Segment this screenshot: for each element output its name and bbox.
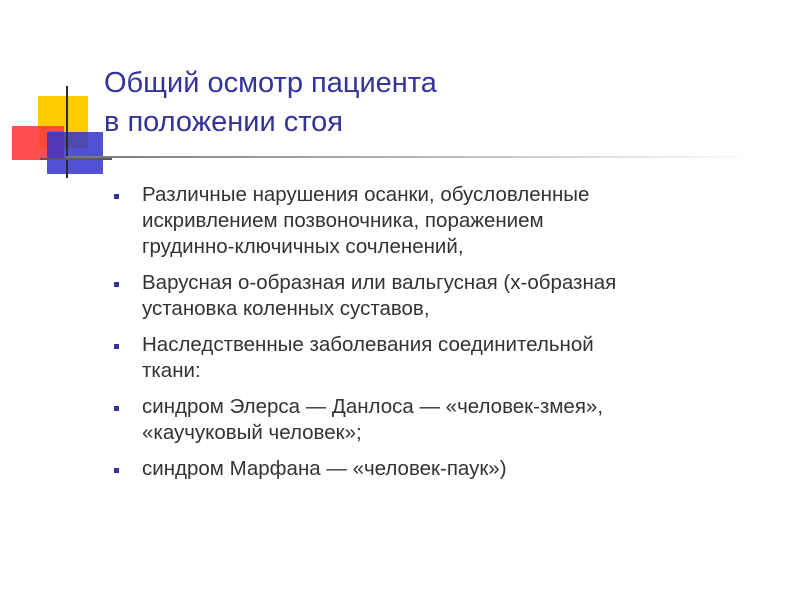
bullet-marker-icon xyxy=(114,282,119,287)
bullet-line: синдром Элерса — Данлоса — «человек-змея», xyxy=(142,395,604,418)
decorative-vertical-line xyxy=(66,86,68,178)
bullet-marker-icon xyxy=(114,194,119,199)
bullet-item-posture-disorders xyxy=(114,182,784,260)
decorative-horizontal-line xyxy=(40,158,112,160)
bullet-line: грудинно-ключичных сочленений, xyxy=(142,235,464,258)
bullet-marker-icon xyxy=(114,468,119,473)
bullet-marker-icon xyxy=(114,344,119,349)
bullet-line: «каучуковый человек»; xyxy=(142,421,362,444)
bullet-item-knee-alignment xyxy=(114,270,784,322)
bullet-marker-icon xyxy=(114,406,119,411)
bullet-line: Наследственные заболевания соединительной xyxy=(142,333,594,356)
bullet-item-connective-tissue xyxy=(114,332,784,384)
bullet-line: установка коленных суставов, xyxy=(142,297,430,320)
bullet-list xyxy=(114,182,784,492)
bullet-line: синдром Марфана — «человек-паук») xyxy=(142,457,507,480)
title-underline-rule xyxy=(66,156,756,158)
bullet-line: искривлением позвоночника, поражением xyxy=(142,209,544,232)
bullet-line: ткани: xyxy=(142,359,201,382)
bullet-line: Варусная о-образная или вальгусная (х-образная xyxy=(142,271,617,294)
slide-title xyxy=(104,64,437,142)
bullet-line: Различные нарушения осанки, обусловленные xyxy=(142,183,590,206)
bullet-item-ehlers-danlos xyxy=(114,394,784,446)
slide-title-line-2: в положении стоя xyxy=(104,106,343,138)
bullet-item-marfan xyxy=(114,456,784,482)
slide-title-line-1: Общий осмотр пациента xyxy=(104,67,437,99)
decorative-blue-square xyxy=(47,132,103,174)
